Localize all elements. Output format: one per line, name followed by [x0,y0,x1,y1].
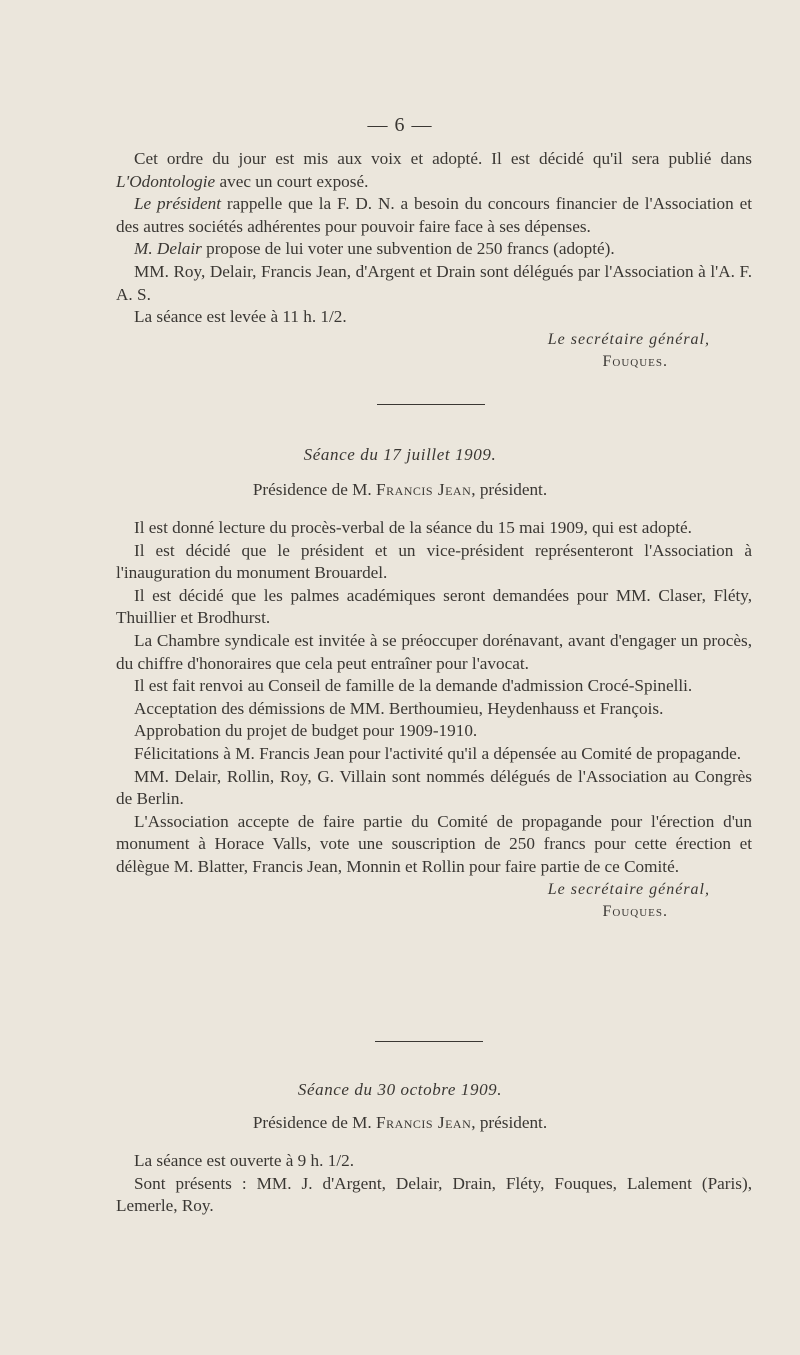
presidency-line [0,480,800,500]
paragraph: Il est donné lecture du procès-verbal de la séance du 15 mai 1909, qui est adopté. [134,518,692,537]
paragraph: L'Association accepte de faire partie du Comité de propagande pour l'érection d'un monument à Horace Valls, vote une souscription de 250 francs pour cette érection et délègue M. Blatter, Francis Jean, Monnin et Rollin pour faire partie de ce Comité. [116,811,752,876]
speaker-name: Le président [134,194,222,214]
paragraph: Il est décidé que le président et un vice-président représenteront l'Association à l'inauguration du monument Brouardel. [116,540,752,583]
page-number: — 6 — [367,114,433,136]
paragraph: MM. Delair, Rollin, Roy, G. Villain sont nommés délégués de l'Association au Congrès de Berlin. [116,766,752,809]
paragraph: MM. Roy, Delair, Francis Jean, d'Argent et Drain sont délégués par l'Association à l'A. F. A. S. [116,261,752,304]
paragraph: Sont présents : MM. J. d'Argent, Delair, Drain, Fléty, Fouques, Lalement (Paris), Lemerle, Roy. [116,1173,752,1216]
section-divider [375,1041,483,1042]
paragraph-text: avec un court exposé. [219,171,369,191]
session-heading: Séance du 30 octobre 1909. [297,1080,503,1099]
presidency-line [0,1113,800,1133]
signature-name: Fouques. [602,353,668,371]
paragraph: Il est décidé que les palmes académiques seront demandées pour MM. Claser, Fléty, Thuillier et Brodhurst. [116,585,752,628]
president-name: Francis Jean [376,480,472,499]
presidency-suffix: , président. [471,1113,548,1132]
paragraph-text: propose de lui voter une subvention de 250 francs (adopté). [206,239,615,259]
paragraph-text: rappelle que la F. D. N. a besoin du concours financier de l'Association et des autres sociétés adhérentes pour pouvoir faire face à ses dépenses. [116,194,753,236]
president-name: Francis Jean [376,1113,472,1132]
paragraph: La séance est ouverte à 9 h. 1/2. [134,1151,355,1170]
paragraph-text: Cet ordre du jour est mis aux voix et adopté. Il est décidé qu'il sera publié dans [134,149,752,168]
paragraph: La séance est levée à 11 h. 1/2. [134,307,347,327]
section-divider [377,404,485,405]
paragraph [116,148,752,193]
paragraph [116,238,752,261]
speaker-name: M. Delair [134,239,202,259]
section-2 [116,517,752,924]
paragraph: Félicitations à M. Francis Jean pour l'activité qu'il a dépensée au Comité de propagande. [134,743,742,763]
journal-title: L'Odontologie [116,171,216,191]
paragraph [116,193,752,238]
session-heading: Séance du 17 juillet 1909. [303,445,497,464]
signature-name: Fouques. [602,903,668,921]
paragraph: Il est fait renvoi au Conseil de famille de la demande d'admission Crocé-Spinelli. [134,676,693,696]
presidency-suffix: , président. [471,480,548,499]
presidency-prefix: Présidence de M. [252,1113,372,1132]
section-3 [116,1150,752,1218]
paragraph: La Chambre syndicale est invitée à se préoccuper dorénavant, avant d'engager un procès, du chiffre d'honoraires que cela peut entraîner pour l'avocat. [116,630,752,673]
paragraph: Acceptation des démissions de MM. Berthoumieu, Heydenhauss et François. [134,698,664,718]
signature-title: Le secrétaire général, [547,880,710,898]
presidency-prefix: Présidence de M. [252,480,372,499]
paragraph: Approbation du projet de budget pour 1909-1910. [134,721,478,741]
section-1 [116,148,752,374]
signature-title: Le secrétaire général, [547,330,710,348]
